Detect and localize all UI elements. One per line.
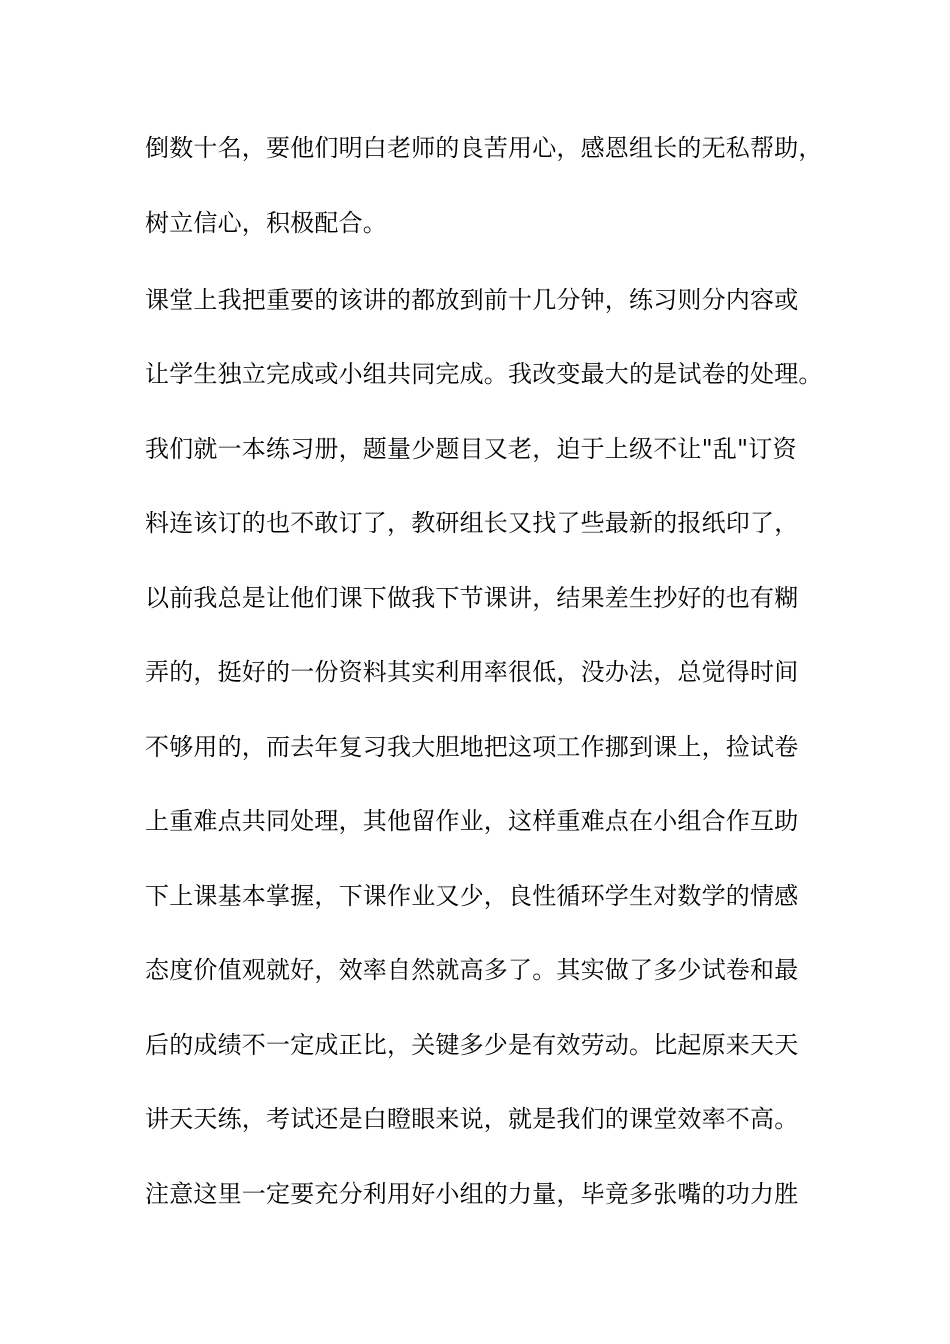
text-line: 注意这里一定要充分利用好小组的力量，毕竟多张嘴的功力胜 <box>145 1180 799 1208</box>
text-line: 讲天天练，考试还是白瞪眼来说，就是我们的课堂效率不高。 <box>145 1105 799 1133</box>
text-line: 树立信心，积极配合。 <box>145 209 387 237</box>
text-line: 弄的，挺好的一份资料其实利用率很低，没办法，总觉得时间 <box>145 658 799 686</box>
text-line: 倒数十名，要他们明白老师的良苦用心，感恩组长的无私帮助， <box>145 134 823 162</box>
text-line: 不够用的，而去年复习我大胆地把这项工作挪到课上，捡试卷 <box>145 733 799 761</box>
text-line: 态度价值观就好，效率自然就高多了。其实做了多少试卷和最 <box>145 956 799 984</box>
text-line: 料连该订的也不敢订了，教研组长又找了些最新的报纸印了， <box>145 509 799 537</box>
text-line: 让学生独立完成或小组共同完成。我改变最大的是试卷的处理。 <box>145 360 823 388</box>
text-line: 后的成绩不一定成正比，关键多少是有效劳动。比起原来天天 <box>145 1031 799 1059</box>
text-line: 以前我总是让他们课下做我下节课讲，结果差生抄好的也有糊 <box>145 584 799 612</box>
text-line: 上重难点共同处理，其他留作业，这样重难点在小组合作互助 <box>145 807 799 835</box>
text-line: 课堂上我把重要的该讲的都放到前十几分钟，练习则分内容或 <box>145 286 799 314</box>
text-line: 我们就一本练习册，题量少题目又老，迫于上级不让"乱"订资 <box>145 435 797 463</box>
text-line: 下上课基本掌握，下课作业又少，良性循环学生对数学的情感 <box>145 882 799 910</box>
